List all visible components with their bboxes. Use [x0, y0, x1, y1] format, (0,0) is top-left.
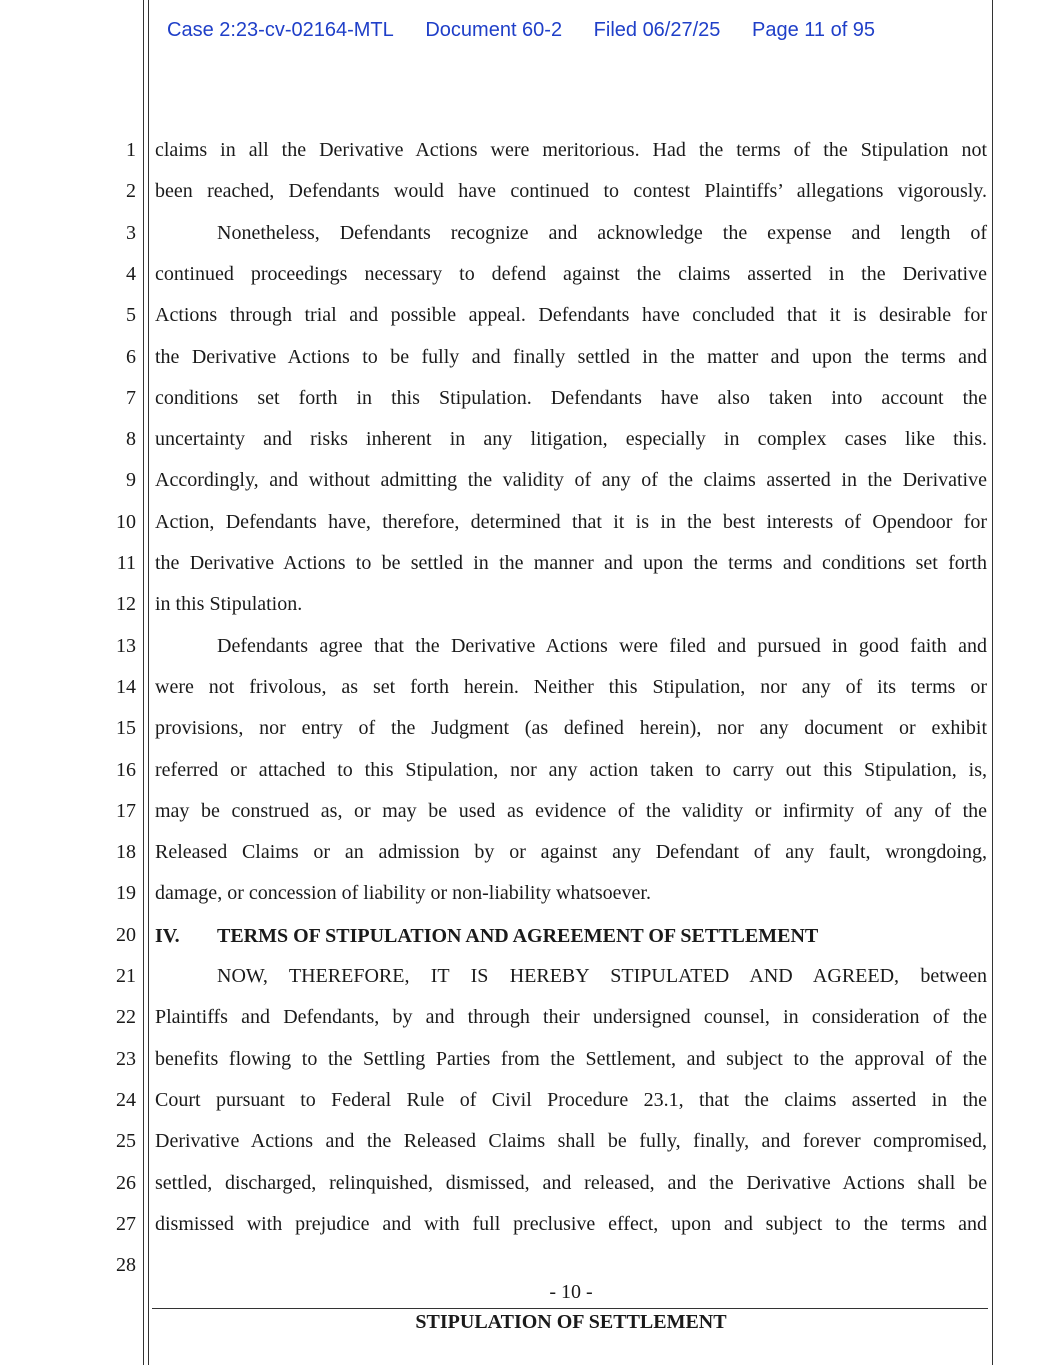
- text-line: were not frivolous, as set forth herein. Neither this Stipulation, nor any of its terms or: [155, 676, 987, 698]
- line-number: 14: [116, 676, 136, 698]
- line-number: 8: [126, 428, 136, 450]
- section-heading: [155, 924, 987, 948]
- left-margin-rule-inner: [148, 0, 149, 1365]
- text-line: Released Claims or an admission by or against any Defendant of any fault, wrongdoing,: [155, 841, 987, 863]
- text-line: Action, Defendants have, therefore, determined that it is in the best interests of Opendoor for: [155, 511, 987, 533]
- line-number: 12: [116, 593, 136, 615]
- line-number: 5: [126, 304, 136, 326]
- line-number: 15: [116, 717, 136, 739]
- text-line: referred or attached to this Stipulation, nor any action taken to carry out this Stipulation, is,: [155, 759, 987, 781]
- line-number: 13: [116, 635, 136, 657]
- text-line: continued proceedings necessary to defend against the claims asserted in the Derivative: [155, 263, 987, 285]
- text-line: Nonetheless, Defendants recognize and acknowledge the expense and length of: [217, 222, 987, 244]
- text-line: conditions set forth in this Stipulation. Defendants have also taken into account the: [155, 387, 987, 409]
- ecf-header: [167, 19, 901, 42]
- text-line: settled, discharged, relinquished, dismissed, and released, and the Derivative Actions shall be: [155, 1172, 987, 1194]
- line-number: 22: [116, 1006, 136, 1028]
- text-line: in this Stipulation.: [155, 593, 303, 615]
- text-line: the Derivative Actions to be settled in the manner and upon the terms and conditions set forth: [155, 552, 987, 574]
- text-line: provisions, nor entry of the Judgment (as defined herein), nor any document or exhibit: [155, 717, 987, 739]
- line-number: 9: [126, 469, 136, 491]
- text-line: may be construed as, or may be used as evidence of the validity or infirmity of any of the: [155, 800, 987, 822]
- line-number: 24: [116, 1089, 136, 1111]
- line-number: 10: [116, 511, 136, 533]
- line-number: 23: [116, 1048, 136, 1070]
- line-number: 7: [126, 387, 136, 409]
- line-number: 28: [116, 1254, 136, 1276]
- text-line: Derivative Actions and the Released Claims shall be fully, finally, and forever compromised,: [155, 1130, 987, 1152]
- page-count: Page 11 of 95: [751, 19, 876, 41]
- line-number: 19: [116, 882, 136, 904]
- line-number: 16: [116, 759, 136, 781]
- line-number: 21: [116, 965, 136, 987]
- line-number: 18: [116, 841, 136, 863]
- section-heading-title: TERMS OF STIPULATION AND AGREEMENT OF SETTLEMENT: [217, 925, 819, 947]
- document-number: Document 60-2: [425, 19, 563, 41]
- line-number: 3: [126, 222, 136, 244]
- footer-rule: [152, 1308, 988, 1309]
- text-line: benefits flowing to the Settling Parties from the Settlement, and subject to the approval of the: [155, 1048, 987, 1070]
- line-number: 20: [116, 924, 136, 946]
- line-number: 17: [116, 800, 136, 822]
- line-number: 4: [126, 263, 136, 285]
- text-line: Actions through trial and possible appeal. Defendants have concluded that it is desirable for: [155, 304, 987, 326]
- text-line: Plaintiffs and Defendants, by and through their undersigned counsel, in consideration of the: [155, 1006, 987, 1028]
- text-line: Accordingly, and without admitting the validity of any of the claims asserted in the Derivative: [155, 469, 987, 491]
- text-line: claims in all the Derivative Actions were meritorious. Had the terms of the Stipulation not: [155, 139, 987, 161]
- text-line: NOW, THEREFORE, IT IS HEREBY STIPULATED AND AGREED, between: [217, 965, 987, 987]
- case-number: Case 2:23-cv-02164-MTL: [167, 19, 394, 41]
- section-heading-number: IV.: [155, 925, 180, 947]
- line-number: 27: [116, 1213, 136, 1235]
- left-margin-rule-outer: [143, 0, 144, 1365]
- text-line: been reached, Defendants would have continued to contest Plaintiffs’ allegations vigorously.: [155, 180, 987, 202]
- text-line: Defendants agree that the Derivative Actions were filed and pursued in good faith and: [217, 635, 987, 657]
- line-number: 6: [126, 346, 136, 368]
- text-line: the Derivative Actions to be fully and finally settled in the matter and upon the terms and: [155, 346, 987, 368]
- line-number: 26: [116, 1172, 136, 1194]
- footer-title: STIPULATION OF SETTLEMENT: [415, 1311, 727, 1333]
- line-number: 11: [116, 552, 136, 574]
- text-line: dismissed with prejudice and with full preclusive effect, upon and subject to the terms and: [155, 1213, 987, 1235]
- line-number: 2: [126, 180, 136, 202]
- filed-date: Filed 06/27/25: [593, 19, 721, 41]
- line-number: 25: [116, 1130, 136, 1152]
- line-number: 1: [126, 139, 136, 161]
- text-line: uncertainty and risks inherent in any litigation, especially in complex cases like this.: [155, 428, 987, 450]
- page-number: - 10 -: [549, 1281, 593, 1303]
- text-line: Court pursuant to Federal Rule of Civil Procedure 23.1, that the claims asserted in the: [155, 1089, 987, 1111]
- text-line: damage, or concession of liability or non-liability whatsoever.: [155, 882, 651, 904]
- right-margin-rule: [992, 0, 993, 1365]
